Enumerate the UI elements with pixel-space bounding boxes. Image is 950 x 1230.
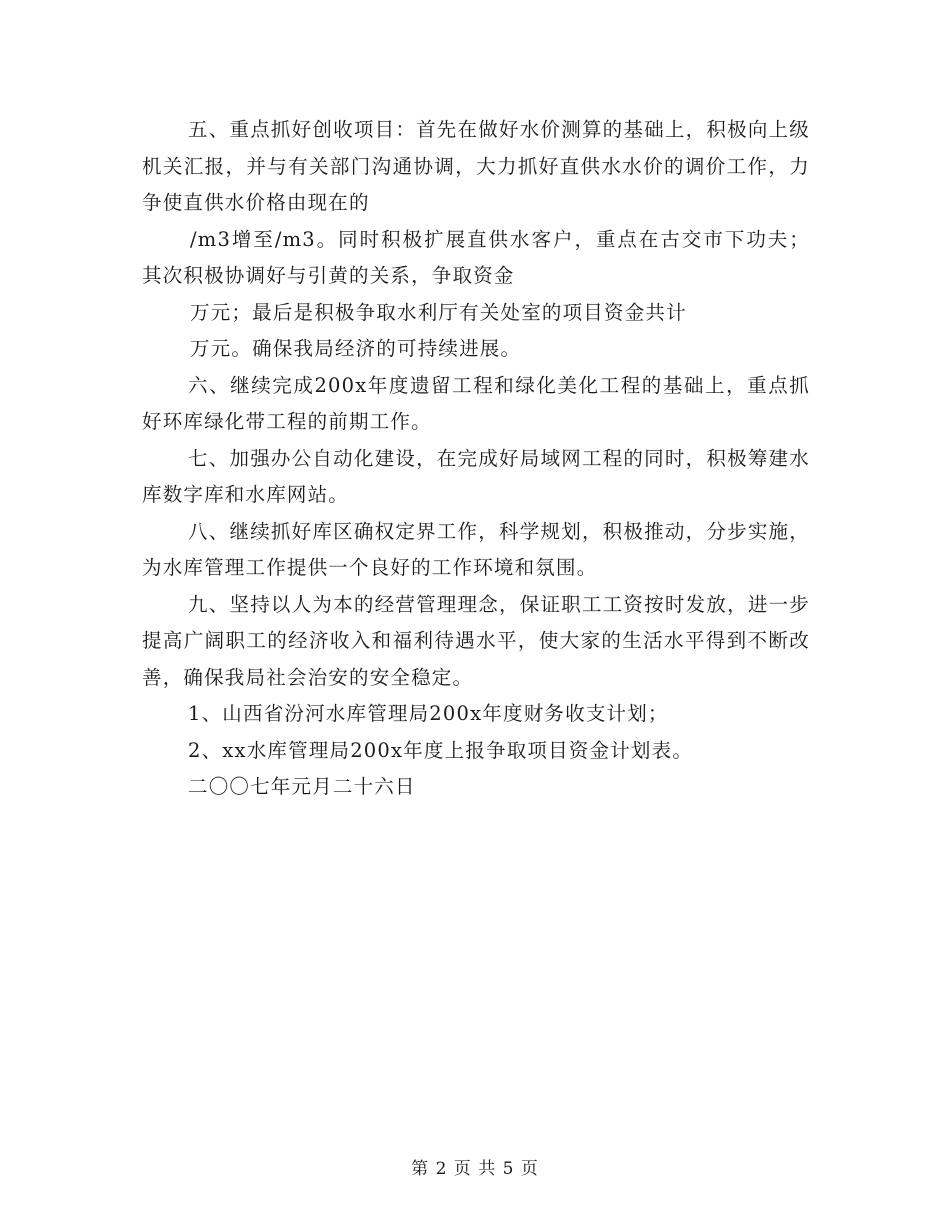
page-number-footer: 第 2 页 共 5 页 — [411, 1159, 539, 1179]
attachment-2: 2、xx水库管理局200x年度上报争取项目资金计划表。 — [188, 738, 694, 762]
paragraph-funds-line: 万元；最后是积极争取水利厅有关处室的项目资金共计 — [190, 300, 687, 324]
attachment-1: 1、山西省汾河水库管理局200x年度财务收支计划； — [188, 702, 669, 725]
paragraph-9-management: 九、坚持以人为本的经营管理理念，保证职工工资按时发放，进一步提高广阔职工的经济收入和福利待遇水平，使大家的生活水平得到不断改善，确保我局社会治安的安全稳定。 — [142, 592, 810, 689]
paragraph-economy-line: 万元。确保我局经济的可持续进展。 — [190, 337, 522, 360]
document-date: 二〇〇七年元月二十六日 — [188, 775, 416, 798]
paragraph-6-greening: 六、继续完成200x年度遗留工程和绿化美化工程的基础上，重点抓好环库绿化带工程的前期工作。 — [142, 373, 810, 433]
document-body — [142, 112, 810, 806]
paragraph-8-boundary: 八、继续抓好库区确权定界工作，科学规划，积极推动，分步实施，为水库管理工作提供一个良好的工作环境和氛围。 — [142, 519, 810, 579]
paragraph-7-office-automation: 七、加强办公自动化建设，在完成好局域网工程的同时，积极筹建水库数字库和水库网站。 — [142, 446, 810, 506]
paragraph-5-revenue-projects: 五、重点抓好创收项目：首先在做好水价测算的基础上，积极向上级机关汇报，并与有关部门沟通协调，大力抓好直供水水价的调价工作，力争使直供水价格由现在的 — [142, 118, 810, 214]
paragraph-water-price-continued: /m3增至/m3。同时积极扩展直供水客户，重点在古交市下功夫；其次积极协调好与引黄的关系，争取资金 — [142, 227, 810, 287]
